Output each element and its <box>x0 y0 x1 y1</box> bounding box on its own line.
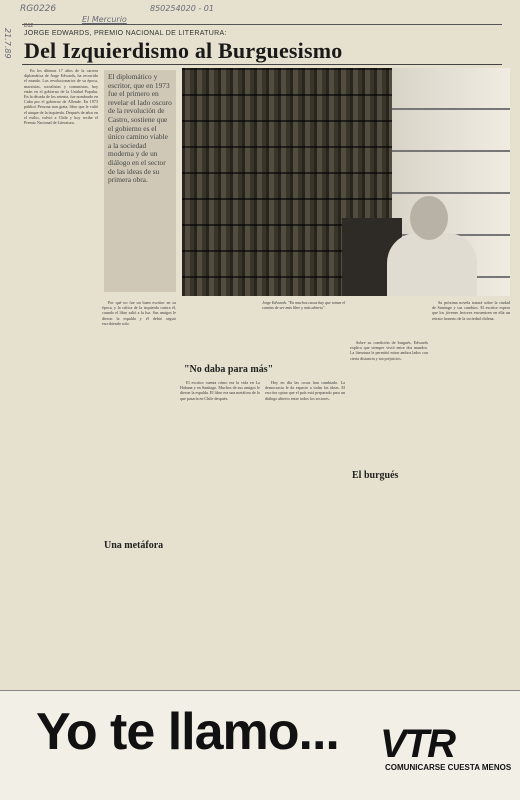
column-3-text: El escritor cuenta cómo era la vida en La Habana y en Santiago. Muchos de sus amigos le dieron la espalda. El libro era una metáfora de lo que pasaría en Chile después. <box>180 380 260 401</box>
subhead-metafora: Una metáfora <box>104 540 164 551</box>
vtr-logo: VTR <box>380 722 454 766</box>
article-column-6 <box>432 300 510 700</box>
article-column-5 <box>350 340 428 700</box>
article-column-4 <box>265 380 345 700</box>
top-rule <box>22 24 502 25</box>
section-label: D12 <box>24 23 34 29</box>
subhead-no-daba: "No daba para más" <box>184 364 274 375</box>
author-photo <box>182 68 510 296</box>
photo-caption: Jorge Edwards. "En muchos casos hay que tomar el camino de ser más libre y más abierto". <box>262 300 346 310</box>
column-2-text: Por qué no fue un buen escritor en su época, y la crítica de la izquierda contra él, cuando el libro salió a la luz. Sus amigos le dieron la espalda y él debió seguir escribiendo solo. <box>102 300 176 326</box>
handwritten-date: 21.7.89 <box>3 28 12 59</box>
column-6-text: Su próxima novela tratará sobre la ciudad de Santiago y sus cambios. El escritor espera que los jóvenes lectores encuentren en ella un retrato honesto de la sociedad chilena. <box>432 300 510 321</box>
man-body-image <box>387 233 477 296</box>
handwritten-source: El Mercurio <box>82 15 127 24</box>
pull-quote: El diplomático y escritor, que en 1973 fue el primero en revelar el lado oscuro de la revolución de Castro, sostiene que el gobierno es el único camino viable a la sociedad moderna y de un diálogo en el sector de las ideas de su primera obra. <box>104 70 176 292</box>
column-4-text: Hoy en día las cosas han cambiado. La democracia le da espacio a todas las ideas. El escritor opina que el país está preparado para un diálogo abierto entre todos los sectores. <box>265 380 345 401</box>
man-head-image <box>410 196 448 240</box>
article-column-1 <box>24 68 98 690</box>
headline: Del Izquierdismo al Burguesismo <box>24 38 343 63</box>
handwritten-note-left: RG0226 <box>20 4 57 14</box>
kicker: JORGE EDWARDS, PREMIO NACIONAL DE LITERATURA: <box>24 30 227 37</box>
column-5-text: Sobre su condición de burgués, Edwards explica que siempre vivió entre dos mundos. La literatura le permitió mirar ambos lados con cierta distancia y sin prejuicios. <box>350 340 428 361</box>
article-column-2 <box>102 300 176 700</box>
handwritten-code: 850254020 - 01 <box>150 4 214 13</box>
subhead-burgues: El burgués <box>352 470 399 481</box>
headline-rule <box>22 64 502 65</box>
article-column-3 <box>180 380 260 700</box>
ad-headline: Yo te llamo... <box>36 703 339 761</box>
ad-tagline: COMUNICARSE CUESTA MENOS <box>385 763 512 772</box>
column-1-text: En los últimos 17 años de la carrera diplomática de Jorge Edwards, ha recorrido el mundo. Los revolucionarios de su época, marxistas, socialistas y comunistas, hoy están en el gobierno de la Unidad Popular. En la década de los setenta, fue nombrado en Cuba por el gobierno de Allende. En 1973 publicó Persona non grata, libro que le valió el ataque de la izquierda. Después de años en el exilio, volvió a Chile y hoy recibe el Premio Nacional de Literatura. <box>24 68 98 126</box>
